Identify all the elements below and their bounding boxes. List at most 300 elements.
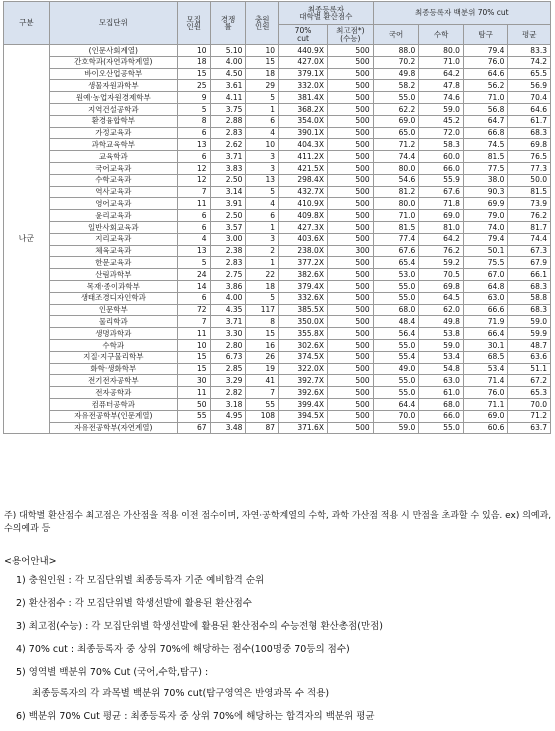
value-cell: 8 xyxy=(246,316,279,328)
glossary-item: 4) 70% cut : 최종등록자 중 상위 70%에 해당하는 점수(100명중 70등의 점수) xyxy=(16,644,350,655)
value-cell: 6 xyxy=(246,115,279,127)
value-cell: 24 xyxy=(177,269,210,281)
value-cell: 55.9 xyxy=(419,174,464,186)
value-cell: 5 xyxy=(177,257,210,269)
value-cell: 50.0 xyxy=(508,174,551,186)
value-cell: 3 xyxy=(246,151,279,163)
header-extra: 충원 인원 xyxy=(246,2,279,45)
value-cell: 500 xyxy=(327,151,373,163)
table-row xyxy=(4,68,551,80)
value-cell: 382.6X xyxy=(279,269,328,281)
unit-name-cell: 교육학과 xyxy=(49,151,177,163)
value-cell: 88.0 xyxy=(373,45,419,57)
value-cell: 12 xyxy=(177,174,210,186)
header-quota: 모집 인원 xyxy=(177,2,210,45)
value-cell: 432.7X xyxy=(279,186,328,198)
unit-name-cell: 과학교육학부 xyxy=(49,139,177,151)
value-cell: 6 xyxy=(177,151,210,163)
value-cell: 15 xyxy=(177,68,210,80)
value-cell: 56.8 xyxy=(463,103,508,115)
value-cell: 59.0 xyxy=(419,339,464,351)
table-header-row xyxy=(4,2,551,25)
value-cell: 500 xyxy=(327,186,373,198)
value-cell: 4.35 xyxy=(210,304,246,316)
value-cell: 68.3 xyxy=(508,127,551,139)
value-cell: 399.4X xyxy=(279,398,328,410)
value-cell: 67 xyxy=(177,422,210,434)
value-cell: 394.5X xyxy=(279,410,328,422)
unit-name-cell: 간호학과(자연과학계열) xyxy=(49,56,177,68)
value-cell: 64.2 xyxy=(419,233,464,245)
value-cell: 55 xyxy=(177,410,210,422)
value-cell: 69.0 xyxy=(373,115,419,127)
value-cell: 69.9 xyxy=(463,198,508,210)
value-cell: 50.1 xyxy=(463,245,508,257)
value-cell: 63.0 xyxy=(463,292,508,304)
value-cell: 64.2 xyxy=(419,68,464,80)
table-footnote: 주) 대학별 환산점수 최고점은 가산점을 적용 이전 점수이며, 자연·공학계열의 수학, 과학 가산점 적용 시 만점을 초과할 수 있음. ex) 의예과, 수의예과 등 xyxy=(4,511,552,534)
value-cell: 62.0 xyxy=(419,304,464,316)
value-cell: 65.4 xyxy=(373,257,419,269)
value-cell: 66.0 xyxy=(419,162,464,174)
value-cell: 500 xyxy=(327,363,373,375)
value-cell: 1 xyxy=(246,257,279,269)
value-cell: 4.50 xyxy=(210,68,246,80)
value-cell: 6 xyxy=(177,292,210,304)
value-cell: 500 xyxy=(327,92,373,104)
value-cell: 392.7X xyxy=(279,375,328,387)
value-cell: 74.6 xyxy=(419,92,464,104)
unit-name-cell: 체육교육과 xyxy=(49,245,177,257)
value-cell: 67.0 xyxy=(463,269,508,281)
value-cell: 50 xyxy=(177,398,210,410)
value-cell: 45.2 xyxy=(419,115,464,127)
unit-name-cell: 생명과학과 xyxy=(49,328,177,340)
table-row xyxy=(4,174,551,186)
value-cell: 64.6 xyxy=(463,68,508,80)
value-cell: 500 xyxy=(327,103,373,115)
value-cell: 10 xyxy=(246,139,279,151)
value-cell: 6 xyxy=(177,127,210,139)
value-cell: 16 xyxy=(246,339,279,351)
unit-name-cell: 윤리교육과 xyxy=(49,210,177,222)
table-row xyxy=(4,410,551,422)
unit-name-cell: 일반사회교육과 xyxy=(49,221,177,233)
value-cell: 77.4 xyxy=(373,233,419,245)
table-row xyxy=(4,103,551,115)
value-cell: 5 xyxy=(177,103,210,115)
table-row xyxy=(4,186,551,198)
value-cell: 2.80 xyxy=(210,339,246,351)
value-cell: 65.5 xyxy=(508,68,551,80)
value-cell: 59.0 xyxy=(373,422,419,434)
value-cell: 41 xyxy=(246,375,279,387)
value-cell: 90.3 xyxy=(463,186,508,198)
value-cell: 74.4 xyxy=(373,151,419,163)
value-cell: 500 xyxy=(327,292,373,304)
value-cell: 55.0 xyxy=(373,280,419,292)
glossary-item: 6) 백분위 70% Cut 평균 : 최종등록자 중 상위 70%에 해당하는 합격자의 백분위 평균 xyxy=(16,711,375,722)
value-cell: 76.5 xyxy=(508,151,551,163)
value-cell: 49.8 xyxy=(419,316,464,328)
value-cell: 66.4 xyxy=(463,328,508,340)
table-row xyxy=(4,233,551,245)
value-cell: 63.0 xyxy=(419,375,464,387)
value-cell: 79.4 xyxy=(463,45,508,57)
value-cell: 385.5X xyxy=(279,304,328,316)
value-cell: 71.0 xyxy=(463,92,508,104)
table-row xyxy=(4,115,551,127)
unit-name-cell: 한문교육과 xyxy=(49,257,177,269)
value-cell: 58.8 xyxy=(508,292,551,304)
value-cell: 81.5 xyxy=(508,186,551,198)
value-cell: 427.0X xyxy=(279,56,328,68)
value-cell: 500 xyxy=(327,56,373,68)
value-cell: 500 xyxy=(327,316,373,328)
value-cell: 298.4X xyxy=(279,174,328,186)
value-cell: 79.0 xyxy=(463,210,508,222)
header-ratio: 경쟁 률 xyxy=(210,2,246,45)
value-cell: 2.62 xyxy=(210,139,246,151)
value-cell: 38.0 xyxy=(463,174,508,186)
unit-name-cell: 인문학부 xyxy=(49,304,177,316)
value-cell: 15 xyxy=(246,328,279,340)
value-cell: 73.9 xyxy=(508,198,551,210)
table-row xyxy=(4,398,551,410)
value-cell: 371.6X xyxy=(279,422,328,434)
value-cell: 77.5 xyxy=(463,162,508,174)
value-cell: 4.11 xyxy=(210,92,246,104)
value-cell: 5 xyxy=(246,186,279,198)
value-cell: 56.9 xyxy=(508,80,551,92)
value-cell: 69.0 xyxy=(419,210,464,222)
value-cell: 377.2X xyxy=(279,257,328,269)
value-cell: 379.4X xyxy=(279,280,328,292)
value-cell: 76.2 xyxy=(419,245,464,257)
value-cell: 500 xyxy=(327,68,373,80)
value-cell: 76.0 xyxy=(463,56,508,68)
value-cell: 108 xyxy=(246,410,279,422)
value-cell: 18 xyxy=(177,56,210,68)
value-cell: 500 xyxy=(327,422,373,434)
value-cell: 64.7 xyxy=(463,115,508,127)
value-cell: 6 xyxy=(246,210,279,222)
value-cell: 440.9X xyxy=(279,45,328,57)
value-cell: 238.0X xyxy=(279,245,328,257)
value-cell: 63.6 xyxy=(508,351,551,363)
value-cell: 421.5X xyxy=(279,162,328,174)
value-cell: 11 xyxy=(177,198,210,210)
value-cell: 4.95 xyxy=(210,410,246,422)
value-cell: 300 xyxy=(327,245,373,257)
value-cell: 500 xyxy=(327,304,373,316)
value-cell: 67.9 xyxy=(508,257,551,269)
table-row xyxy=(4,92,551,104)
value-cell: 71.0 xyxy=(419,56,464,68)
table-row xyxy=(4,221,551,233)
value-cell: 2.83 xyxy=(210,257,246,269)
value-cell: 2.85 xyxy=(210,363,246,375)
unit-name-cell: 지리교육과 xyxy=(49,233,177,245)
value-cell: 500 xyxy=(327,80,373,92)
value-cell: 77.3 xyxy=(508,162,551,174)
value-cell: 379.1X xyxy=(279,68,328,80)
value-cell: 7 xyxy=(177,186,210,198)
value-cell: 19 xyxy=(246,363,279,375)
unit-name-cell: 전기전자공학부 xyxy=(49,375,177,387)
table-row xyxy=(4,422,551,434)
glossary-item: 3) 최고점(수능) : 각 모집단위별 학생선발에 활용된 환산점수의 수능전형 환산총점(만점) xyxy=(16,621,383,632)
value-cell: 67.2 xyxy=(508,375,551,387)
glossary-title: <용어안내> xyxy=(4,556,57,567)
value-cell: 15 xyxy=(177,351,210,363)
value-cell: 53.4 xyxy=(419,351,464,363)
glossary-item: 1) 충원인원 : 각 모집단위별 최종등록자 기준 예비합격 순위 xyxy=(16,575,265,586)
value-cell: 66.8 xyxy=(463,127,508,139)
value-cell: 4 xyxy=(246,127,279,139)
value-cell: 10 xyxy=(246,45,279,57)
value-cell: 6.73 xyxy=(210,351,246,363)
header-final-score: 최종등록자 대학별 환산점수 xyxy=(279,2,374,25)
value-cell: 60.0 xyxy=(419,151,464,163)
value-cell: 18 xyxy=(246,280,279,292)
glossary-list xyxy=(16,572,552,731)
value-cell: 3.00 xyxy=(210,233,246,245)
value-cell: 403.6X xyxy=(279,233,328,245)
value-cell: 3.57 xyxy=(210,221,246,233)
value-cell: 1 xyxy=(246,103,279,115)
value-cell: 87 xyxy=(246,422,279,434)
unit-name-cell: 지역건설공학과 xyxy=(49,103,177,115)
value-cell: 6 xyxy=(177,221,210,233)
table-body xyxy=(4,45,551,434)
value-cell: 81.5 xyxy=(463,151,508,163)
table-row xyxy=(4,351,551,363)
value-cell: 30.1 xyxy=(463,339,508,351)
value-cell: 49.0 xyxy=(373,363,419,375)
header-category: 구분 xyxy=(4,2,50,45)
table-row xyxy=(4,80,551,92)
value-cell: 80.0 xyxy=(419,45,464,57)
value-cell: 72.0 xyxy=(419,127,464,139)
unit-name-cell: 전자공학과 xyxy=(49,387,177,399)
value-cell: 70.4 xyxy=(508,92,551,104)
value-cell: 70.2 xyxy=(373,56,419,68)
value-cell: 3.91 xyxy=(210,198,246,210)
value-cell: 66.0 xyxy=(419,410,464,422)
value-cell: 64.6 xyxy=(508,103,551,115)
value-cell: 14 xyxy=(177,280,210,292)
value-cell: 59.0 xyxy=(419,103,464,115)
value-cell: 374.5X xyxy=(279,351,328,363)
value-cell: 3 xyxy=(246,233,279,245)
value-cell: 2.38 xyxy=(210,245,246,257)
table-row xyxy=(4,210,551,222)
value-cell: 80.0 xyxy=(373,198,419,210)
glossary-item: 2) 환산점수 : 각 모집단위별 학생선발에 활용된 환산점수 xyxy=(16,598,252,609)
value-cell: 7 xyxy=(177,316,210,328)
glossary-item: 최종등록자의 각 과목별 백분위 70% cut(탐구영역은 반영과목 수 적용) xyxy=(32,688,330,699)
value-cell: 2.50 xyxy=(210,210,246,222)
value-cell: 68.5 xyxy=(463,351,508,363)
value-cell: 500 xyxy=(327,139,373,151)
value-cell: 500 xyxy=(327,210,373,222)
value-cell: 3.83 xyxy=(210,162,246,174)
unit-name-cell: 컴퓨터공학과 xyxy=(49,398,177,410)
value-cell: 71.0 xyxy=(373,210,419,222)
value-cell: 66.1 xyxy=(508,269,551,281)
value-cell: 500 xyxy=(327,198,373,210)
value-cell: 71.8 xyxy=(419,198,464,210)
value-cell: 1 xyxy=(246,221,279,233)
value-cell: 117 xyxy=(246,304,279,316)
value-cell: 74.2 xyxy=(508,56,551,68)
table-row xyxy=(4,363,551,375)
value-cell: 5.10 xyxy=(210,45,246,57)
value-cell: 6 xyxy=(177,210,210,222)
value-cell: 354.0X xyxy=(279,115,328,127)
value-cell: 67.3 xyxy=(508,245,551,257)
value-cell: 390.1X xyxy=(279,127,328,139)
value-cell: 81.7 xyxy=(508,221,551,233)
table-row xyxy=(4,45,551,57)
unit-name-cell: 지질·지구물리학부 xyxy=(49,351,177,363)
value-cell: 48.7 xyxy=(508,339,551,351)
value-cell: 500 xyxy=(327,398,373,410)
value-cell: 11 xyxy=(177,387,210,399)
value-cell: 55.4 xyxy=(373,351,419,363)
value-cell: 22 xyxy=(246,269,279,281)
value-cell: 56.4 xyxy=(373,328,419,340)
table-row xyxy=(4,56,551,68)
value-cell: 74.0 xyxy=(463,221,508,233)
value-cell: 500 xyxy=(327,280,373,292)
value-cell: 3.71 xyxy=(210,316,246,328)
unit-name-cell: 국어교육과 xyxy=(49,162,177,174)
value-cell: 67.6 xyxy=(419,186,464,198)
value-cell: 61.7 xyxy=(508,115,551,127)
value-cell: 500 xyxy=(327,174,373,186)
value-cell: 63.7 xyxy=(508,422,551,434)
unit-name-cell: 생물자원과학부 xyxy=(49,80,177,92)
value-cell: 3.14 xyxy=(210,186,246,198)
value-cell: 368.2X xyxy=(279,103,328,115)
value-cell: 12 xyxy=(177,162,210,174)
unit-name-cell: 영어교육과 xyxy=(49,198,177,210)
value-cell: 68.0 xyxy=(373,304,419,316)
value-cell: 3.30 xyxy=(210,328,246,340)
value-cell: 67.6 xyxy=(373,245,419,257)
value-cell: 53.0 xyxy=(373,269,419,281)
glossary-item: 5) 영역별 백분위 70% Cut (국어,수학,탐구) : xyxy=(16,667,209,678)
value-cell: 8 xyxy=(177,115,210,127)
value-cell: 71.4 xyxy=(463,375,508,387)
value-cell: 56.2 xyxy=(463,80,508,92)
value-cell: 55.0 xyxy=(373,375,419,387)
value-cell: 427.3X xyxy=(279,221,328,233)
value-cell: 2.50 xyxy=(210,174,246,186)
value-cell: 3.18 xyxy=(210,398,246,410)
value-cell: 500 xyxy=(327,233,373,245)
table-row xyxy=(4,387,551,399)
table-row xyxy=(4,269,551,281)
value-cell: 55.0 xyxy=(373,292,419,304)
table-row xyxy=(4,292,551,304)
value-cell: 4 xyxy=(246,198,279,210)
value-cell: 74.5 xyxy=(463,139,508,151)
unit-name-cell: 목재·종이과학부 xyxy=(49,280,177,292)
value-cell: 64.8 xyxy=(463,280,508,292)
value-cell: 5 xyxy=(246,292,279,304)
value-cell: 3.75 xyxy=(210,103,246,115)
table-row xyxy=(4,304,551,316)
value-cell: 68.3 xyxy=(508,280,551,292)
value-cell: 4.00 xyxy=(210,56,246,68)
value-cell: 55.0 xyxy=(419,422,464,434)
header-math: 수학 xyxy=(419,25,464,45)
value-cell: 500 xyxy=(327,221,373,233)
value-cell: 332.6X xyxy=(279,292,328,304)
value-cell: 47.8 xyxy=(419,80,464,92)
value-cell: 76.2 xyxy=(508,210,551,222)
value-cell: 404.3X xyxy=(279,139,328,151)
value-cell: 500 xyxy=(327,339,373,351)
value-cell: 26 xyxy=(246,351,279,363)
table-row xyxy=(4,151,551,163)
unit-name-cell: 수학교육과 xyxy=(49,174,177,186)
value-cell: 11 xyxy=(177,328,210,340)
value-cell: 79.4 xyxy=(463,233,508,245)
table-row xyxy=(4,139,551,151)
admission-results-table xyxy=(3,1,551,434)
value-cell: 500 xyxy=(327,410,373,422)
value-cell: 500 xyxy=(327,328,373,340)
value-cell: 2.83 xyxy=(210,127,246,139)
value-cell: 2.75 xyxy=(210,269,246,281)
value-cell: 59.9 xyxy=(508,328,551,340)
value-cell: 81.5 xyxy=(373,221,419,233)
value-cell: 381.4X xyxy=(279,92,328,104)
value-cell: 51.1 xyxy=(508,363,551,375)
value-cell: 71.9 xyxy=(463,316,508,328)
unit-name-cell: 가정교육과 xyxy=(49,127,177,139)
value-cell: 53.8 xyxy=(419,328,464,340)
value-cell: 64.5 xyxy=(419,292,464,304)
value-cell: 13 xyxy=(177,139,210,151)
value-cell: 61.0 xyxy=(419,387,464,399)
value-cell: 3.71 xyxy=(210,151,246,163)
header-average: 평균 xyxy=(508,25,551,45)
value-cell: 70.0 xyxy=(508,398,551,410)
value-cell: 332.0X xyxy=(279,80,328,92)
value-cell: 355.8X xyxy=(279,328,328,340)
value-cell: 54.8 xyxy=(419,363,464,375)
value-cell: 60.6 xyxy=(463,422,508,434)
header-unit: 모집단위 xyxy=(49,2,177,45)
unit-name-cell: 생태조경디자인학과 xyxy=(49,292,177,304)
value-cell: 59.0 xyxy=(508,316,551,328)
value-cell: 53.4 xyxy=(463,363,508,375)
value-cell: 81.0 xyxy=(419,221,464,233)
value-cell: 302.6X xyxy=(279,339,328,351)
value-cell: 500 xyxy=(327,127,373,139)
value-cell: 55 xyxy=(246,398,279,410)
table-row xyxy=(4,127,551,139)
value-cell: 2.88 xyxy=(210,115,246,127)
value-cell: 58.2 xyxy=(373,80,419,92)
value-cell: 49.8 xyxy=(373,68,419,80)
value-cell: 75.5 xyxy=(463,257,508,269)
